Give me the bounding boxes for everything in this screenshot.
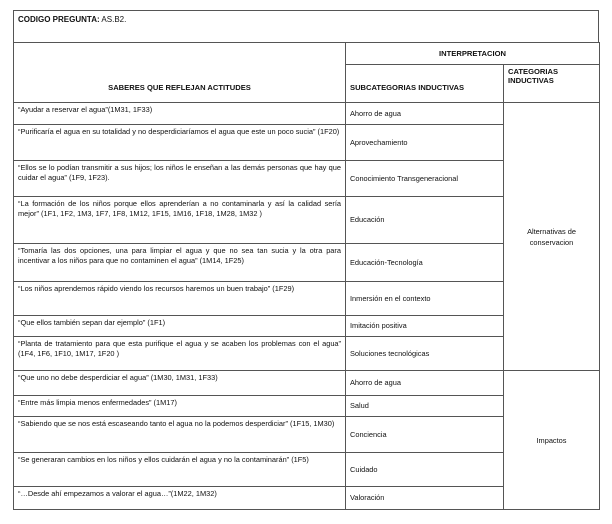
header-subcategorias: SUBCATEGORIAS INDUCTIVAS	[346, 65, 504, 103]
subcategory-cell: Ahorro de agua	[346, 103, 504, 125]
quote-cell: “Ellos se lo podían transmitir a sus hijos; los niños le enseñan a las demás personas que hay que cuidar el agua” (1F9, 1F23).	[14, 161, 346, 197]
header-interpretacion: INTERPRETACION	[346, 43, 600, 65]
interpretation-table	[13, 42, 600, 510]
subcategory-cell: Ahorro de agua	[346, 371, 504, 396]
code-value: AS.B2.	[101, 15, 127, 24]
quote-cell: “Que ellos también sepan dar ejemplo” (1F1)	[14, 316, 346, 337]
quote-cell: “…Desde ahí empezamos a valorar el agua…”(1M22, 1M32)	[14, 487, 346, 510]
header-categorias: CATEGORIAS INDUCTIVAS	[504, 65, 600, 103]
subcategory-cell: Cuidado	[346, 453, 504, 487]
table-row	[14, 103, 600, 125]
subcategory-cell: Imitación positiva	[346, 316, 504, 337]
quote-cell: “Purificaría el agua en su totalidad y no desperdiciaríamos el agua que este un poco sucia” (1F20)	[14, 125, 346, 161]
table-row	[14, 371, 600, 396]
subcategory-cell: Valoración	[346, 487, 504, 510]
subcategory-cell: Educación	[346, 197, 504, 244]
spacer	[13, 32, 599, 42]
quote-cell: “Entre más limpia menos enfermedades” (1M17)	[14, 396, 346, 417]
header-saberes: SABERES QUE REFLEJAN ACTITUDES	[14, 43, 346, 103]
subcategory-cell: Inmersión en el contexto	[346, 282, 504, 316]
code-label: CODIGO PREGUNTA:	[18, 15, 100, 24]
quote-cell: “Se generaran cambios en los niños y ellos cuidarán el agua y no la contaminarán” (1F5)	[14, 453, 346, 487]
quote-cell: “Los niños aprendemos rápido viendo los recursos haremos un buen trabajo” (1F29)	[14, 282, 346, 316]
subcategory-cell: Conocimiento Transgeneracional	[346, 161, 504, 197]
category-cell: Impactos	[504, 371, 600, 510]
subcategory-cell: Salud	[346, 396, 504, 417]
quote-cell: “Sabiendo que se nos está escaseando tanto el agua no la podemos desperdiciar” (1F15, 1M30)	[14, 417, 346, 453]
category-cell: Alternativas de conservacion	[504, 103, 600, 371]
document-frame	[13, 10, 599, 510]
quote-cell: “Planta de tratamiento para que esta purifique el agua y se acaben los problemas con el agua” (1F4, 1F6, 1F10, 1M17, 1F20 )	[14, 337, 346, 371]
subcategory-cell: Conciencia	[346, 417, 504, 453]
quote-cell: “La formación de los niños porque ellos aprenderían a no contaminarla y así la calidad sería mejor” (1F1, 1F2, 1M3, 1F7, 1F8, 1M12, 1F15, 1M16, 1F18, 1M28, 1M32 )	[14, 197, 346, 244]
subcategory-cell: Educación-Tecnología	[346, 244, 504, 282]
table-body	[14, 103, 600, 510]
subcategory-cell: Soluciones tecnológicas	[346, 337, 504, 371]
quote-cell: “Ayudar a reservar el agua”(1M31, 1F33)	[14, 103, 346, 125]
code-line	[13, 10, 599, 32]
quote-cell: “Que uno no debe desperdiciar el agua” (1M30, 1M31, 1F33)	[14, 371, 346, 396]
subcategory-cell: Aprovechamiento	[346, 125, 504, 161]
quote-cell: “Tomaría las dos opciones, una para limpiar el agua y que no sea tan sucia y la otra para incentivar a los niños para que no contaminen el agua” (1M14, 1F25)	[14, 244, 346, 282]
